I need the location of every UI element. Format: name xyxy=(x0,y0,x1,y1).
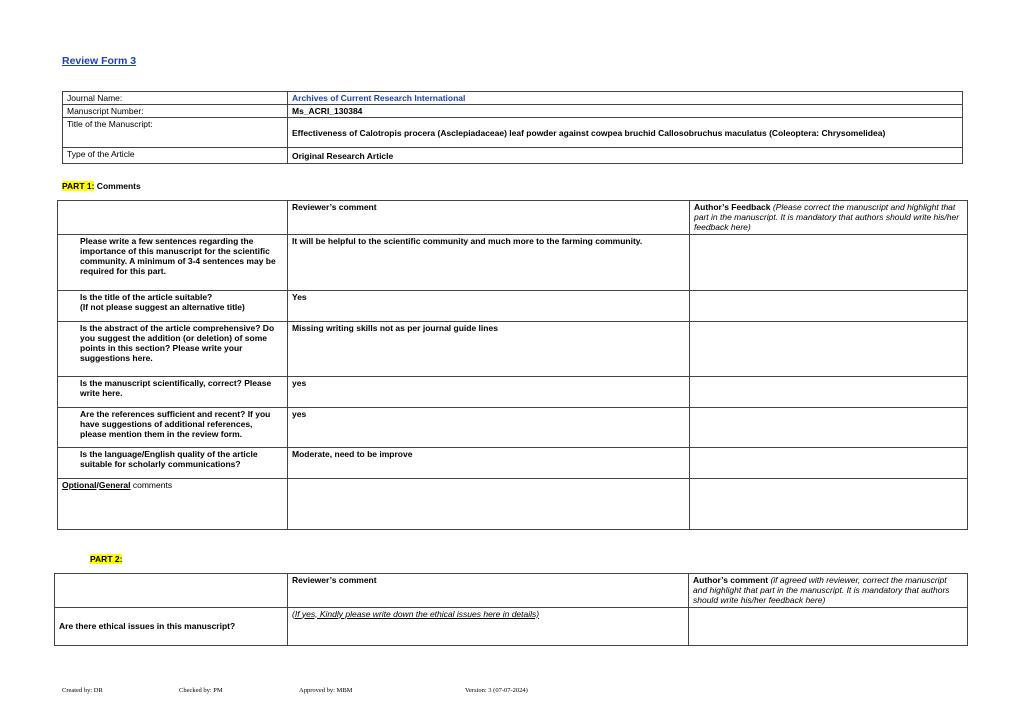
question-cell: Please write a few sentences regarding the importance of this manuscript for the scientific community. A minimum of 3-4 sentences may be required for this part. xyxy=(58,234,288,290)
table-row xyxy=(63,92,963,105)
table-row xyxy=(63,148,963,164)
reviewer-comment-cell[interactable] xyxy=(288,478,690,529)
footer-created-by: Created by: DR xyxy=(62,687,103,694)
reviewer-comment-cell: Moderate, need to be improve xyxy=(288,447,690,478)
part1-suffix: Comments xyxy=(94,181,141,191)
author-comment-header xyxy=(689,574,968,608)
manuscript-info-table xyxy=(62,91,963,164)
manuscript-number-label: Manuscript Number: xyxy=(63,105,288,118)
ethical-issues-question: Are there ethical issues in this manuscript? xyxy=(55,607,288,645)
form-title: Review Form 3 xyxy=(62,55,137,67)
part1-label: PART 1: xyxy=(62,181,95,191)
part2-heading xyxy=(90,554,122,564)
article-type-label: Type of the Article xyxy=(63,148,288,164)
question-cell: Is the manuscript scientifically, correct? Please write here. xyxy=(58,376,288,407)
part2-label: PART 2: xyxy=(90,554,123,564)
reviewer-comment-cell: It will be helpful to the scientific community and much more to the farming community. xyxy=(288,234,690,290)
author-comment-header-note: (if agreed with reviewer, correct the manuscript and highlight that part in the manuscript. It is mandatory that authors should write his/her feedback here) xyxy=(693,575,950,606)
author-comment-header-title: Author’s comment xyxy=(693,575,769,585)
author-comment-cell[interactable] xyxy=(689,607,968,645)
reviewer-comment-header: Reviewer’s comment xyxy=(288,201,690,235)
ethical-issues-note[interactable]: (If yes, Kindly please write down the ethical issues here in details) xyxy=(288,607,689,645)
empty-header-cell xyxy=(55,574,288,608)
journal-name-value: Archives of Current Research International xyxy=(288,92,963,105)
author-feedback-cell[interactable] xyxy=(690,376,968,407)
manuscript-title-value: Effectiveness of Calotropis procera (Asclepiadaceae) leaf powder against cowpea bruchid Callosobruchus maculatus (Coleoptera: Chrysomelidea) xyxy=(288,118,963,148)
author-feedback-cell[interactable] xyxy=(690,407,968,447)
footer-checked-by: Checked by: PM xyxy=(179,687,223,694)
reviewer-comment-cell: Missing writing skills not as per journal guide lines xyxy=(288,321,690,376)
article-type-value: Original Research Article xyxy=(288,148,963,164)
question-cell: Are the references sufficient and recent? If you have suggestions of additional references, please mention them in the review form. xyxy=(58,407,288,447)
author-feedback-cell[interactable] xyxy=(690,478,968,529)
optional-comments-label-c: General xyxy=(98,479,131,490)
optional-comments-label-b: / xyxy=(96,479,99,490)
table-row xyxy=(58,290,968,321)
author-feedback-header xyxy=(690,201,968,235)
author-feedback-cell[interactable] xyxy=(690,234,968,290)
reviewer-comment-cell: yes xyxy=(288,376,690,407)
optional-comments-label-d: comments xyxy=(130,479,173,490)
author-feedback-header-note: (Please correct the manuscript and highlight that part in the manuscript. It is mandatory that authors should write his/her feedback here) xyxy=(694,202,960,233)
question-cell: Is the title of the article suitable? (If not please suggest an alternative title) xyxy=(58,290,288,321)
author-feedback-cell[interactable] xyxy=(690,290,968,321)
manuscript-title-label: Title of the Manuscript: xyxy=(63,118,288,148)
part1-comments-table xyxy=(57,200,968,530)
part1-heading xyxy=(62,181,141,191)
table-row xyxy=(58,478,968,529)
table-row xyxy=(58,447,968,478)
reviewer-comment-header: Reviewer’s comment xyxy=(288,574,689,608)
reviewer-comment-cell: yes xyxy=(288,407,690,447)
journal-name-label: Journal Name: xyxy=(63,92,288,105)
author-feedback-header-title: Author’s Feedback xyxy=(694,202,771,212)
author-feedback-cell[interactable] xyxy=(690,447,968,478)
optional-comments-label-a: Optional xyxy=(62,479,97,490)
manuscript-number-value: Ms_ACRI_130384 xyxy=(288,105,963,118)
reviewer-comment-cell: Yes xyxy=(288,290,690,321)
optional-comments-label xyxy=(58,478,288,529)
table-row xyxy=(63,105,963,118)
author-feedback-cell[interactable] xyxy=(690,321,968,376)
table-row xyxy=(58,376,968,407)
part2-ethics-table xyxy=(54,573,968,646)
empty-header-cell xyxy=(58,201,288,235)
table-row xyxy=(58,234,968,290)
question-cell: Is the language/English quality of the article suitable for scholarly communications? xyxy=(58,447,288,478)
table-row xyxy=(55,607,968,645)
footer-approved-by: Approved by: MBM xyxy=(299,687,353,694)
table-row xyxy=(58,201,968,235)
footer-version: Version: 3 (07-07-2024) xyxy=(465,687,528,694)
question-cell: Is the abstract of the article comprehensive? Do you suggest the addition (or deletion) of some points in this section? Please write your suggestions here. xyxy=(58,321,288,376)
table-row xyxy=(58,321,968,376)
table-row xyxy=(63,118,963,148)
table-row xyxy=(55,574,968,608)
table-row xyxy=(58,407,968,447)
